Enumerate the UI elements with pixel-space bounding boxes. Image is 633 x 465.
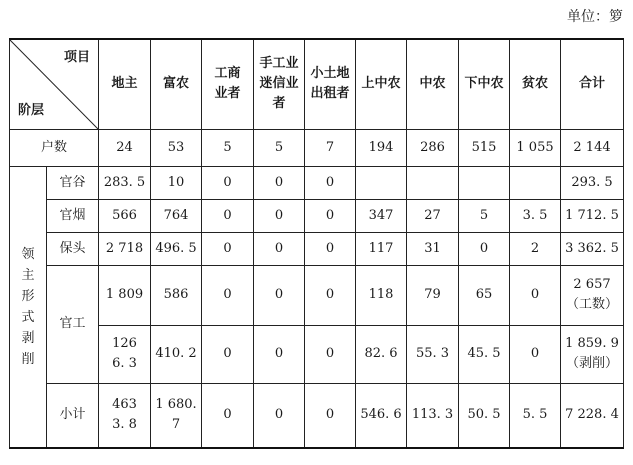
table-cell: 1 712. 5 [561, 199, 624, 232]
text-line: 中农 [419, 76, 446, 92]
table-cell: 0 [510, 325, 561, 383]
table-cell: 347 [356, 199, 407, 232]
table-cell: 0 [202, 265, 254, 325]
table-cell: 0 [510, 265, 561, 325]
table-row [10, 325, 624, 383]
table-cell: 0 [305, 199, 356, 232]
households-row [10, 129, 624, 166]
table-cell: 0 [254, 166, 305, 199]
col-header-text [305, 64, 355, 104]
group-label-text [10, 244, 46, 370]
table-cell: 0 [254, 265, 305, 325]
table-cell: 586 [151, 265, 202, 325]
text-line: 地主 [111, 76, 138, 92]
table-cell [99, 325, 151, 383]
table-cell: 0 [254, 232, 305, 265]
table-cell: 117 [356, 232, 407, 265]
table-cell: 31 [407, 232, 459, 265]
col-header-text [407, 74, 458, 94]
table-cell: 5 [254, 129, 305, 166]
text-line: 业者 [214, 86, 241, 102]
table-cell: 515 [459, 129, 510, 166]
table-cell: 0 [202, 325, 254, 383]
corner-header [10, 39, 99, 129]
text-line: 3. 8 [112, 417, 137, 433]
table-cell: 113. 3 [407, 383, 459, 448]
text-line: 小土地 [310, 66, 350, 82]
col-header-text [202, 64, 253, 104]
table-cell: 65 [459, 265, 510, 325]
table-cell: 286 [407, 129, 459, 166]
data-table [9, 38, 624, 449]
table-cell: 118 [356, 265, 407, 325]
text-line: 贫农 [521, 76, 548, 92]
col-header-text [99, 74, 150, 94]
table-cell: 0 [305, 265, 356, 325]
table-cell: 1 809 [99, 265, 151, 325]
col-header-text [561, 74, 623, 94]
table-cell: 79 [407, 265, 459, 325]
table-cell: 0 [305, 232, 356, 265]
header-row [10, 39, 624, 129]
table-cell: 50. 5 [459, 383, 510, 448]
table-cell [561, 325, 624, 383]
unit-label: 单位：箩 [567, 9, 623, 25]
table-cell: 5. 5 [510, 383, 561, 448]
text-line: 手工业 [259, 56, 299, 72]
col-header [305, 39, 356, 129]
col-header [510, 39, 561, 129]
table-cell: 82. 6 [356, 325, 407, 383]
table-cell: 496. 5 [151, 232, 202, 265]
table-cell [459, 166, 510, 199]
text-line: 形 [21, 288, 35, 304]
table-cell: 45. 5 [459, 325, 510, 383]
col-header [561, 39, 624, 129]
text-line: 126 [112, 336, 137, 351]
row-label: 官烟 [47, 199, 99, 232]
table-cell: 5 [202, 129, 254, 166]
table-cell: 5 [459, 199, 510, 232]
table-cell: 0 [202, 383, 254, 448]
text-line: 2 657 [573, 277, 611, 292]
table-cell: 764 [151, 199, 202, 232]
text-line: 迷信业 [259, 76, 299, 92]
table-cell [356, 166, 407, 199]
col-header [254, 39, 305, 129]
table-cell [407, 166, 459, 199]
table-cell: 7 228. 4 [561, 383, 624, 448]
corner-bottom-label: 阶层 [18, 102, 45, 118]
row-label: 官工 [47, 265, 99, 383]
text-line: 者 [272, 96, 286, 112]
corner-top-label: 项目 [63, 50, 90, 65]
text-line: 工商 [214, 66, 241, 82]
table-cell: 10 [151, 166, 202, 199]
table-cell [99, 383, 151, 448]
text-line: 出租者 [310, 86, 350, 102]
text-line: （工数） [565, 297, 618, 312]
col-header-text [254, 54, 304, 114]
row-label: 保头 [47, 232, 99, 265]
table-cell: 283. 5 [99, 166, 151, 199]
table-cell: 546. 6 [356, 383, 407, 448]
table-cell: 2 718 [99, 232, 151, 265]
table-row [10, 232, 624, 265]
col-header-text [459, 74, 509, 94]
text-line: 上中农 [361, 76, 401, 92]
table-cell: 0 [202, 199, 254, 232]
row-label: 官谷 [47, 166, 99, 199]
text-line: 下中农 [464, 76, 504, 92]
table-cell: 0 [202, 232, 254, 265]
table-cell: 0 [305, 325, 356, 383]
table-cell: 2 144 [561, 129, 624, 166]
table-row [10, 166, 624, 199]
table-cell: 24 [99, 129, 151, 166]
table-cell: 1 055 [510, 129, 561, 166]
table-cell: 194 [356, 129, 407, 166]
table-cell: 0 [202, 166, 254, 199]
table-cell: 3. 5 [510, 199, 561, 232]
col-header-text [356, 74, 406, 94]
group-label [10, 166, 47, 448]
col-header [356, 39, 407, 129]
households-label: 户数 [10, 129, 99, 166]
text-line: 1 859. 9 [565, 336, 619, 351]
table-row [10, 265, 624, 325]
table-cell [561, 265, 624, 325]
col-header [99, 39, 151, 129]
table-cell: 53 [151, 129, 202, 166]
text-line: 式 [21, 309, 35, 325]
table-cell: 0 [254, 325, 305, 383]
text-line: （剥削） [565, 356, 618, 371]
table-cell: 2 [510, 232, 561, 265]
table-cell: 0 [305, 383, 356, 448]
table-cell: 27 [407, 199, 459, 232]
text-line: 剥 [21, 330, 35, 346]
table-cell: 0 [305, 166, 356, 199]
col-header-text [151, 74, 201, 94]
row-label: 小计 [47, 383, 99, 448]
table-cell: 566 [99, 199, 151, 232]
table-cell: 293. 5 [561, 166, 624, 199]
col-header-text [510, 74, 560, 94]
col-header [202, 39, 254, 129]
text-line: 463 [112, 397, 137, 413]
text-line: 领 [21, 246, 35, 262]
table-row [10, 383, 624, 448]
text-line: 合计 [578, 76, 605, 92]
table-cell: 1 680. 7 [151, 383, 202, 448]
table-cell: 410. 2 [151, 325, 202, 383]
table-cell: 0 [254, 199, 305, 232]
text-line: 富农 [162, 76, 189, 92]
table-cell: 0 [459, 232, 510, 265]
table-cell: 55. 3 [407, 325, 459, 383]
text-line: 削 [21, 351, 35, 367]
table-row [10, 199, 624, 232]
col-header [459, 39, 510, 129]
text-line: 6. 3 [112, 356, 137, 371]
table-cell: 0 [254, 383, 305, 448]
table-cell: 7 [305, 129, 356, 166]
col-header [407, 39, 459, 129]
text-line: 主 [21, 267, 35, 283]
col-header [151, 39, 202, 129]
table-cell: 3 362. 5 [561, 232, 624, 265]
table-cell [510, 166, 561, 199]
